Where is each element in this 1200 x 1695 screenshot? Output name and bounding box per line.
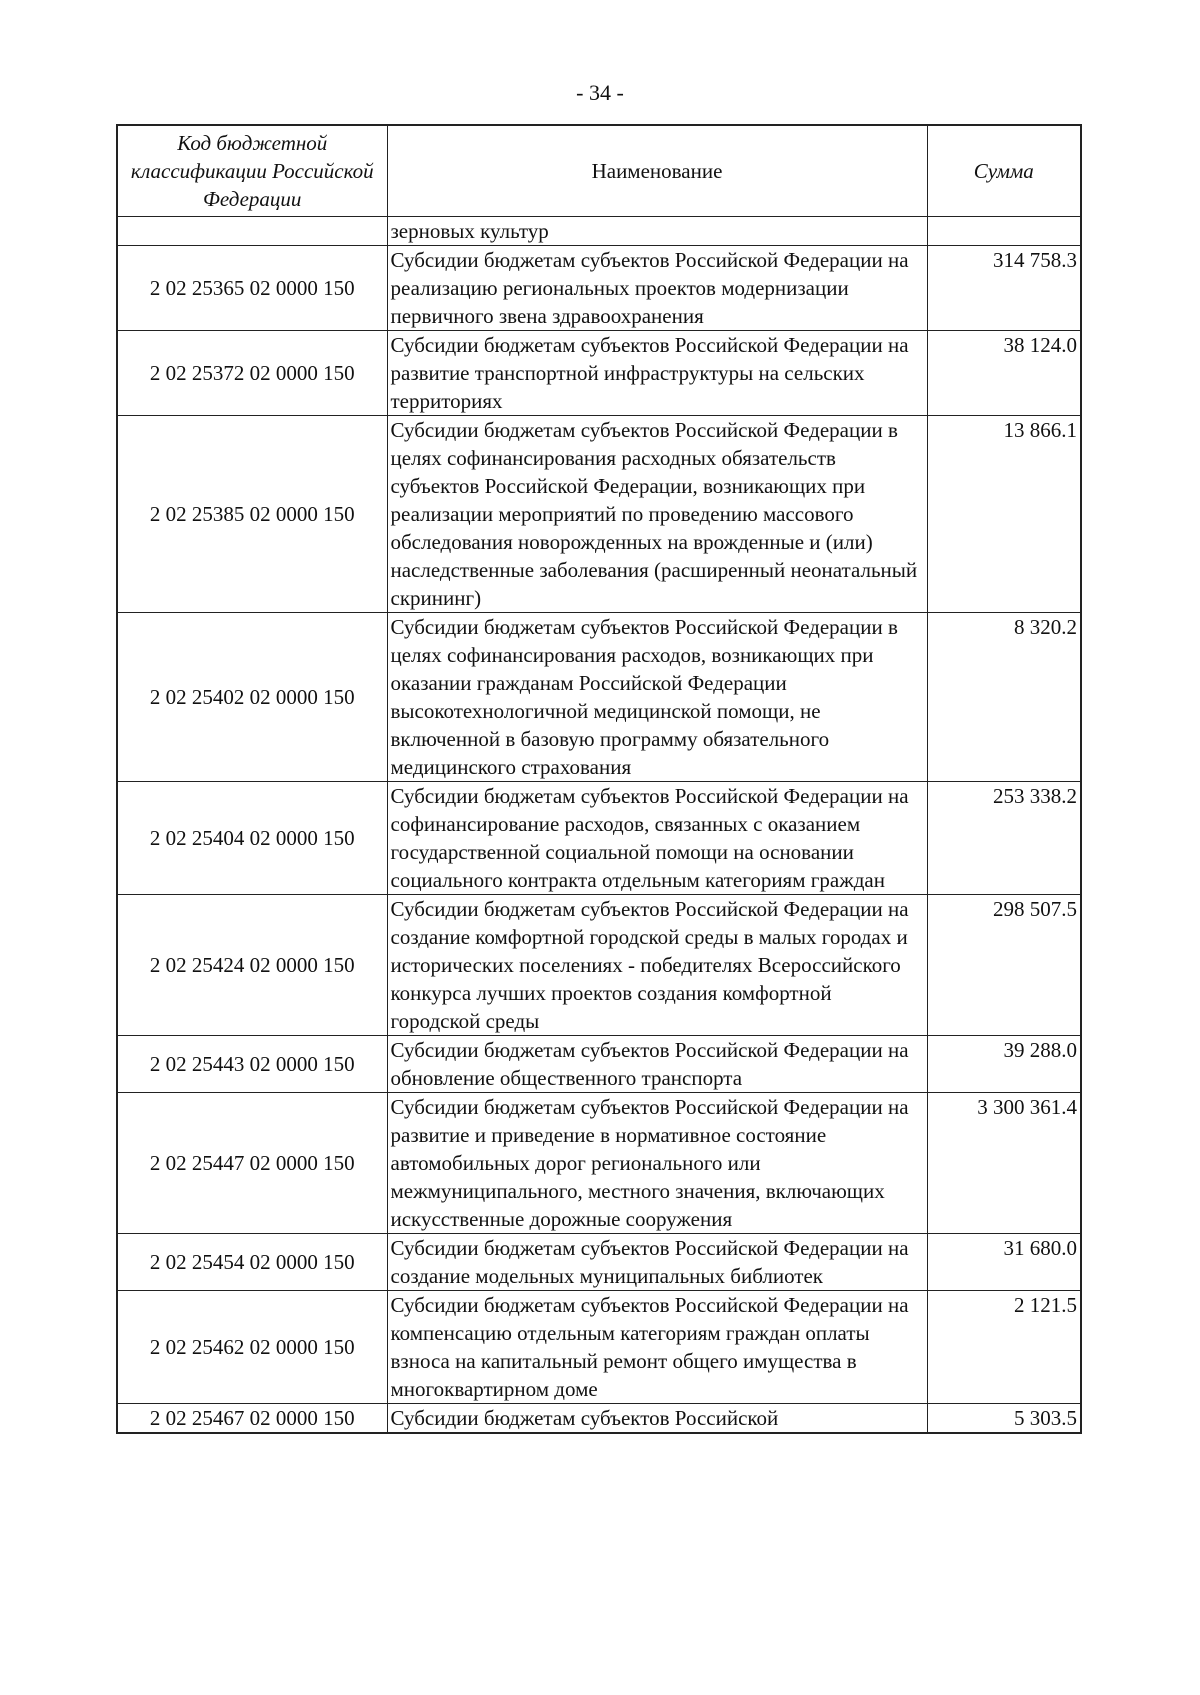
header-sum: Сумма [927, 125, 1081, 217]
row-name: Субсидии бюджетам субъектов Российской Федерации на софинансирование расходов, связанных с оказанием государственной социальной помощи на основании социального контракта отдельным категориям граждан [387, 782, 927, 895]
table-row [117, 895, 1081, 1036]
row-sum: 31 680.0 [927, 1234, 1081, 1291]
row-sum: 253 338.2 [927, 782, 1081, 895]
table-header-row [117, 125, 1081, 217]
table-row [117, 1036, 1081, 1093]
row-name: Субсидии бюджетам субъектов Российской [387, 1404, 927, 1434]
table-row [117, 1234, 1081, 1291]
table-row [117, 1093, 1081, 1234]
header-name: Наименование [387, 125, 927, 217]
row-name: Субсидии бюджетам субъектов Российской Федерации на развитие транспортной инфраструктуры на сельских территориях [387, 331, 927, 416]
row-sum: 2 121.5 [927, 1291, 1081, 1404]
row-name: Субсидии бюджетам субъектов Российской Федерации в целях софинансирования расходов, возникающих при оказании гражданам Российской Федерации высокотехнологичной медицинской помощи, не включенной в базовую программу обязательного медицинского страхования [387, 613, 927, 782]
row-code: 2 02 25372 02 0000 150 [117, 331, 387, 416]
table-row [117, 331, 1081, 416]
row-sum: 3 300 361.4 [927, 1093, 1081, 1234]
row-sum [927, 217, 1081, 246]
row-code: 2 02 25462 02 0000 150 [117, 1291, 387, 1404]
page-number: - 34 - [576, 80, 624, 105]
budget-table [116, 124, 1082, 1434]
table-row [117, 246, 1081, 331]
table-row [117, 613, 1081, 782]
row-name: Субсидии бюджетам субъектов Российской Федерации в целях софинансирования расходных обязательств субъектов Российской Федерации, возникающих при реализации мероприятий по проведению массового обследования новорожденных на врожденные и (или) наследственные заболевания (расширенный неонатальный скрининг) [387, 416, 927, 613]
table-row [117, 782, 1081, 895]
row-sum: 298 507.5 [927, 895, 1081, 1036]
table-row [117, 416, 1081, 613]
row-name: Субсидии бюджетам субъектов Российской Федерации на создание модельных муниципальных библиотек [387, 1234, 927, 1291]
header-code: Код бюджетной классификации Российской Федерации [117, 125, 387, 217]
row-code [117, 217, 387, 246]
row-code: 2 02 25424 02 0000 150 [117, 895, 387, 1036]
row-code: 2 02 25454 02 0000 150 [117, 1234, 387, 1291]
row-sum: 314 758.3 [927, 246, 1081, 331]
row-name: Субсидии бюджетам субъектов Российской Федерации на реализацию региональных проектов модернизации первичного звена здравоохранения [387, 246, 927, 331]
row-code: 2 02 25443 02 0000 150 [117, 1036, 387, 1093]
table-row [117, 1291, 1081, 1404]
row-code: 2 02 25402 02 0000 150 [117, 613, 387, 782]
row-name: Субсидии бюджетам субъектов Российской Федерации на компенсацию отдельным категориям граждан оплаты взноса на капитальный ремонт общего имущества в многоквартирном доме [387, 1291, 927, 1404]
row-name: Субсидии бюджетам субъектов Российской Федерации на создание комфортной городской среды в малых городах и исторических поселениях - победителях Всероссийского конкурса лучших проектов создания комфортной городской среды [387, 895, 927, 1036]
row-sum: 8 320.2 [927, 613, 1081, 782]
row-sum: 39 288.0 [927, 1036, 1081, 1093]
row-code: 2 02 25404 02 0000 150 [117, 782, 387, 895]
row-sum: 5 303.5 [927, 1404, 1081, 1434]
row-code: 2 02 25365 02 0000 150 [117, 246, 387, 331]
table-row [117, 1404, 1081, 1434]
row-name: Субсидии бюджетам субъектов Российской Федерации на развитие и приведение в нормативное состояние автомобильных дорог регионального или межмуниципального, местного значения, включающих искусственные дорожные сооружения [387, 1093, 927, 1234]
table-row [117, 217, 1081, 246]
row-sum: 13 866.1 [927, 416, 1081, 613]
row-code: 2 02 25385 02 0000 150 [117, 416, 387, 613]
row-code: 2 02 25447 02 0000 150 [117, 1093, 387, 1234]
row-name: зерновых культур [387, 217, 927, 246]
row-sum: 38 124.0 [927, 331, 1081, 416]
row-name: Субсидии бюджетам субъектов Российской Федерации на обновление общественного транспорта [387, 1036, 927, 1093]
row-code: 2 02 25467 02 0000 150 [117, 1404, 387, 1434]
